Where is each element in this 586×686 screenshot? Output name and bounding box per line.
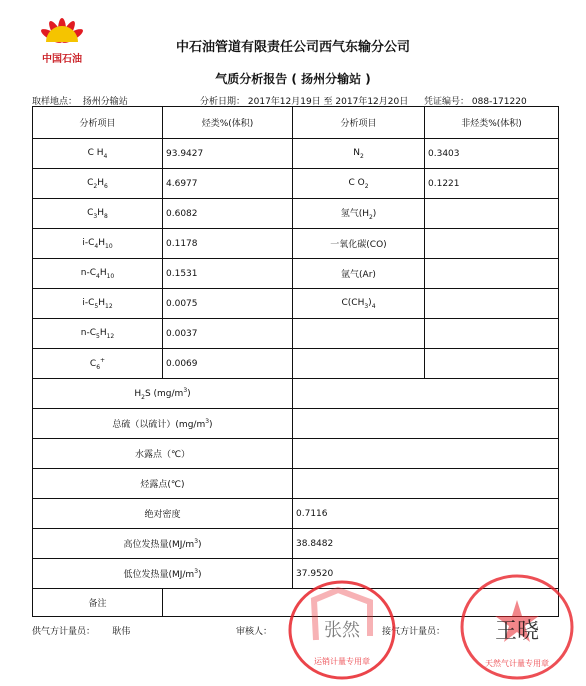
component-c3h8: $C_3H_8$ — [33, 199, 163, 229]
value-h2s — [293, 379, 559, 409]
component-nc4h10: $n-C_4H_{10}$ — [33, 259, 163, 289]
property-total-sulfur: 总硫（以硫计）$(mg/m^3)$ — [33, 409, 293, 439]
company-seal-stamp — [286, 578, 398, 682]
property-row — [33, 469, 559, 499]
table-row — [33, 229, 559, 259]
component-ch4: C $H_4$ — [33, 139, 163, 169]
table-row — [33, 349, 559, 379]
table-row — [33, 169, 559, 199]
property-lhv: 低位发热量$(MJ/m^3)$ — [33, 559, 293, 589]
value-empty — [425, 319, 559, 349]
sampling-location: 取样地点： 扬州分输站 — [32, 97, 128, 107]
property-row — [33, 529, 559, 559]
remarks-label: 备注 — [33, 589, 163, 617]
logo-text: 中国石油 — [42, 54, 82, 65]
component-empty — [293, 319, 425, 349]
value-neopentane — [425, 289, 559, 319]
report-title: 气质分析报告 ( 扬州分输站 ) — [215, 72, 371, 86]
table-row — [33, 319, 559, 349]
value-co — [425, 229, 559, 259]
table-row — [33, 139, 559, 169]
metering-seal-stamp — [458, 572, 576, 682]
value-absolute-density: 0.7116 — [293, 499, 559, 529]
component-co2: C $O_2$ — [293, 169, 425, 199]
component-ar: 氩气(Ar) — [293, 259, 425, 289]
component-ic4h10: $i-C_4H_{10}$ — [33, 229, 163, 259]
table-row — [33, 199, 559, 229]
header-item-left: 分析项目 — [33, 107, 163, 139]
svg-text:王晓: 王晓 — [494, 619, 540, 644]
property-absolute-density: 绝对密度 — [33, 499, 293, 529]
property-hhv: 高位发热量$(MJ/m^3)$ — [33, 529, 293, 559]
certificate-number: 凭证编号： 088-171220 — [424, 97, 527, 107]
component-co: 一氧化碳(CO) — [293, 229, 425, 259]
component-nc5h12: $n-C_5H_{12}$ — [33, 319, 163, 349]
component-c6plus: $C_6^+$ — [33, 349, 163, 379]
value-co2: 0.1221 — [425, 169, 559, 199]
value-c2h6: 4.6977 — [163, 169, 293, 199]
table-row — [33, 289, 559, 319]
value-hydrocarbon-dew-point — [293, 469, 559, 499]
component-h2: 氢气$(H_2)$ — [293, 199, 425, 229]
value-ch4: 93.9427 — [163, 139, 293, 169]
property-row — [33, 379, 559, 409]
value-total-sulfur — [293, 409, 559, 439]
table-header-row — [33, 107, 559, 139]
property-row — [33, 409, 559, 439]
value-water-dew-point — [293, 439, 559, 469]
value-h2 — [425, 199, 559, 229]
value-c6plus: 0.0069 — [163, 349, 293, 379]
svg-text:运销计量专用章: 运销计量专用章 — [314, 657, 370, 666]
value-ic4h10: 0.1178 — [163, 229, 293, 259]
header-item-right: 分析项目 — [293, 107, 425, 139]
property-hydrocarbon-dew-point: 烃露点(℃) — [33, 469, 293, 499]
reviewer: 审核人： — [236, 627, 273, 637]
component-n2: $N_2$ — [293, 139, 425, 169]
analysis-table — [32, 106, 559, 617]
value-ic5h12: 0.0075 — [163, 289, 293, 319]
property-h2s: $H_2S$ $(mg/m^3)$ — [33, 379, 293, 409]
component-neopentane: $C(CH_3)_4$ — [293, 289, 425, 319]
property-row — [33, 499, 559, 529]
value-n2: 0.3403 — [425, 139, 559, 169]
value-empty — [425, 349, 559, 379]
value-nc5h12: 0.0037 — [163, 319, 293, 349]
supplier-metering-officer: 供气方计量员： 耿伟 — [32, 627, 131, 637]
table-row — [33, 259, 559, 289]
value-lhv: 37.9520 — [293, 559, 559, 589]
value-nc4h10: 0.1531 — [163, 259, 293, 289]
receiver-metering-officer: 接气方计量员： — [382, 627, 446, 637]
value-ar — [425, 259, 559, 289]
value-c3h8: 0.6082 — [163, 199, 293, 229]
value-hhv: 38.8482 — [293, 529, 559, 559]
svg-text:天然气计量专用章: 天然气计量专用章 — [485, 659, 549, 668]
header-hydrocarbon: 烃类%(体积) — [163, 107, 293, 139]
component-c2h6: $C_2H_6$ — [33, 169, 163, 199]
header-non-hydrocarbon: 非烃类%(体积) — [425, 107, 559, 139]
analysis-date: 分析日期： 2017年12月19日 至 2017年12月20日 — [200, 97, 409, 107]
property-row — [33, 439, 559, 469]
component-ic5h12: $i-C_5H_{12}$ — [33, 289, 163, 319]
svg-text:张然: 张然 — [324, 620, 360, 641]
component-empty — [293, 349, 425, 379]
property-water-dew-point: 水露点（℃） — [33, 439, 293, 469]
company-name: 中石油管道有限责任公司西气东输分公司 — [175, 40, 410, 55]
